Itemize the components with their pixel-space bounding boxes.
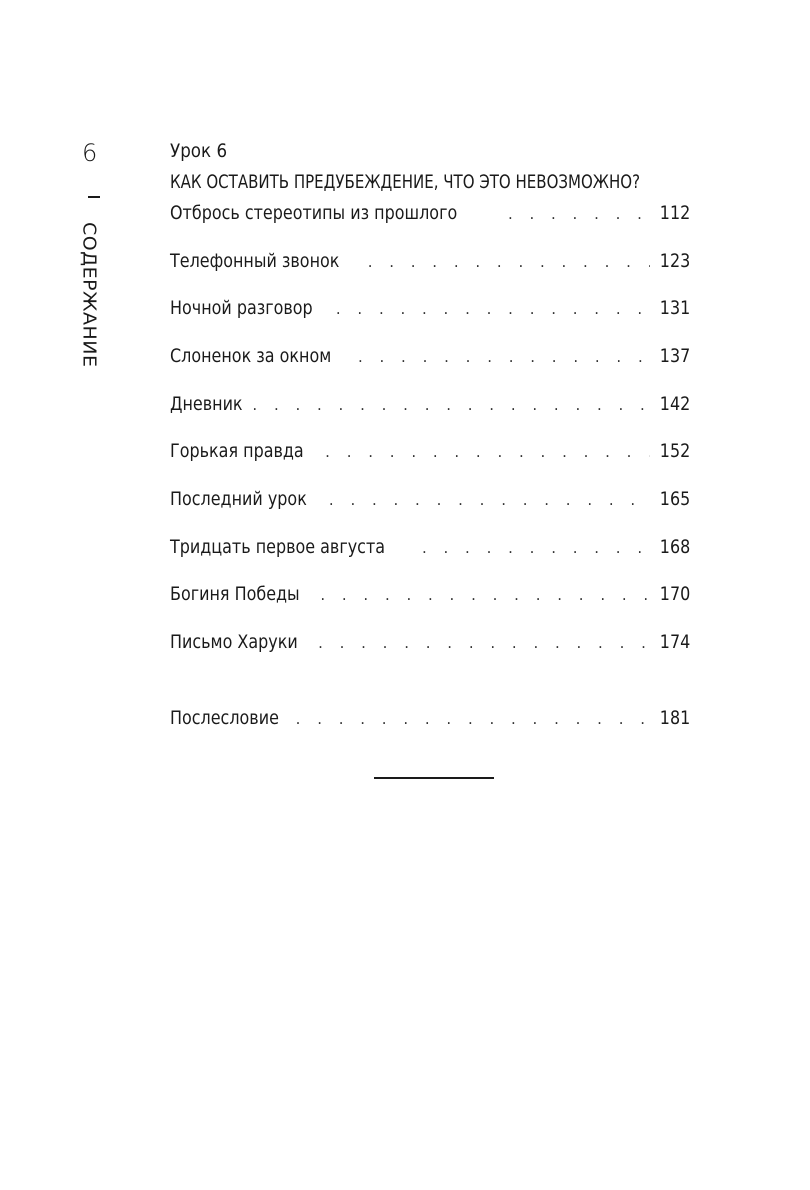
running-head-divider <box>88 196 100 198</box>
toc-entry[interactable] <box>170 200 690 226</box>
toc-entry[interactable] <box>170 438 690 464</box>
toc-entry-page: 123 <box>659 250 690 272</box>
toc-entry[interactable] <box>170 295 690 321</box>
toc-entry-page: 152 <box>659 440 690 462</box>
running-head: СОДЕРЖАНИЕ <box>78 222 100 368</box>
toc-entry-page: 137 <box>659 345 690 367</box>
toc-entry-title: Богиня Победы <box>170 583 300 605</box>
toc-leader-dots <box>336 296 650 322</box>
toc-entry[interactable] <box>170 629 690 655</box>
toc-leader-dots <box>422 535 650 561</box>
lesson-label: Урок 6 <box>170 140 228 162</box>
toc-entry[interactable] <box>170 391 690 417</box>
toc-leader-dots <box>318 630 650 656</box>
toc-leader-dots <box>368 249 650 275</box>
toc-entry-page: 112 <box>659 202 690 224</box>
toc-leader-dots <box>320 582 649 608</box>
toc-entry-page: 174 <box>659 631 690 653</box>
toc-entry-title: Слоненок за окном <box>170 345 332 367</box>
toc-entry-title: Письмо Харуки <box>170 631 298 653</box>
toc-entry-page: 168 <box>659 536 690 558</box>
toc-entry-afterword[interactable] <box>170 705 690 731</box>
toc-entry[interactable] <box>170 581 690 607</box>
toc-entry-page: 181 <box>659 707 690 729</box>
page-number: 6 <box>82 139 98 167</box>
toc-entry-title: Послесловие <box>170 707 279 729</box>
toc-entry-title: Отбрось стереотипы из прошлого <box>170 202 458 224</box>
toc-entry-page: 165 <box>659 488 690 510</box>
toc-entry-title: Горькая правда <box>170 440 304 462</box>
toc-entry[interactable] <box>170 534 690 560</box>
toc-entry-title: Последний урок <box>170 488 307 510</box>
toc-entry-title: Дневник <box>170 393 243 415</box>
toc-entry-title: Ночной разговор <box>170 297 313 319</box>
toc-leader-dots <box>358 344 650 370</box>
toc-leader-dots <box>508 201 650 227</box>
toc-leader-dots <box>325 439 650 465</box>
toc-entry[interactable] <box>170 343 690 369</box>
toc-entry-title: Телефонный звонок <box>170 250 340 272</box>
toc-entry-page: 170 <box>659 583 690 605</box>
toc-leader-dots <box>329 487 650 513</box>
toc-leader-dots <box>252 392 649 418</box>
lesson-title: КАК ОСТАВИТЬ ПРЕДУБЕЖДЕНИЕ, ЧТО ЭТО НЕВОЗМОЖНО? <box>170 171 641 193</box>
end-rule <box>374 777 494 779</box>
toc-entry[interactable] <box>170 248 690 274</box>
toc-entry-title: Тридцать первое августа <box>170 536 386 558</box>
toc-entry[interactable] <box>170 486 690 512</box>
toc-entry-page: 131 <box>659 297 690 319</box>
toc-leader-dots <box>296 706 650 732</box>
toc-entry-page: 142 <box>659 393 690 415</box>
